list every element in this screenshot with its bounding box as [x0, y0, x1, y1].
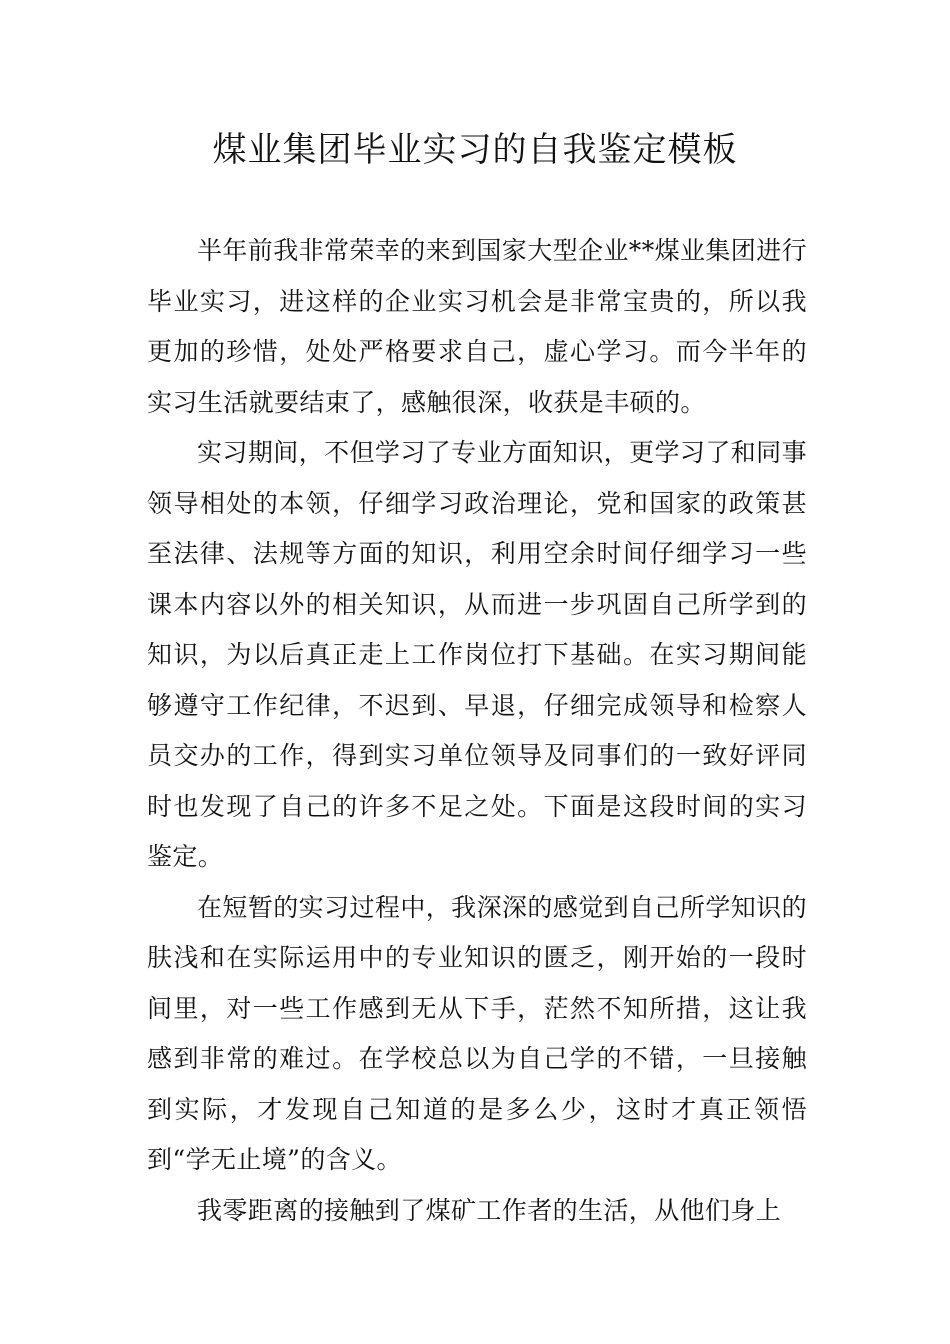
document-body [147, 226, 807, 1236]
document-title: 煤业集团毕业实习的自我鉴定模板 [212, 130, 738, 170]
paragraph-1: 半年前我非常荣幸的来到国家大型企业**煤业集团进行毕业实习，进这样的企业实习机会是非常宝贵的，所以我更加的珍惜，处处严格要求自己，虚心学习。而今半年的实习生活就要结束了，感触很深，收获是丰硕的。 [147, 236, 808, 417]
paragraph-2: 实习期间，不但学习了专业方面知识，更学习了和同事领导相处的本领，仔细学习政治理论，党和国家的政策甚至法律、法规等方面的知识，利用空余时间仔细学习一些课本内容以外的相关知识，从而进一步巩固自己所学到的知识，为以后真正走上工作岗位打下基础。在实习期间能够遵守工作纪律，不迟到、早退，仔细完成领导和检察人员交办的工作，得到实习单位领导及同事们的一致好评同时也发现了自己的许多不足之处。下面是这段时间的实习鉴定。 [147, 438, 807, 871]
paragraph-4: 我零距离的接触到了煤矿工作者的生活，从他们身上 [197, 1195, 782, 1225]
paragraph-3: 在短暂的实习过程中，我深深的感觉到自己所学知识的肤浅和在实际运用中的专业知识的匮乏，刚开始的一段时间里，对一些工作感到无从下手，茫然不知所措，这让我感到非常的难过。在学校总以为自己学的不错，一旦接触到实际，才发现自己知道的是多么少，这时才真正领悟到“学无止境”的含义。 [147, 892, 807, 1174]
